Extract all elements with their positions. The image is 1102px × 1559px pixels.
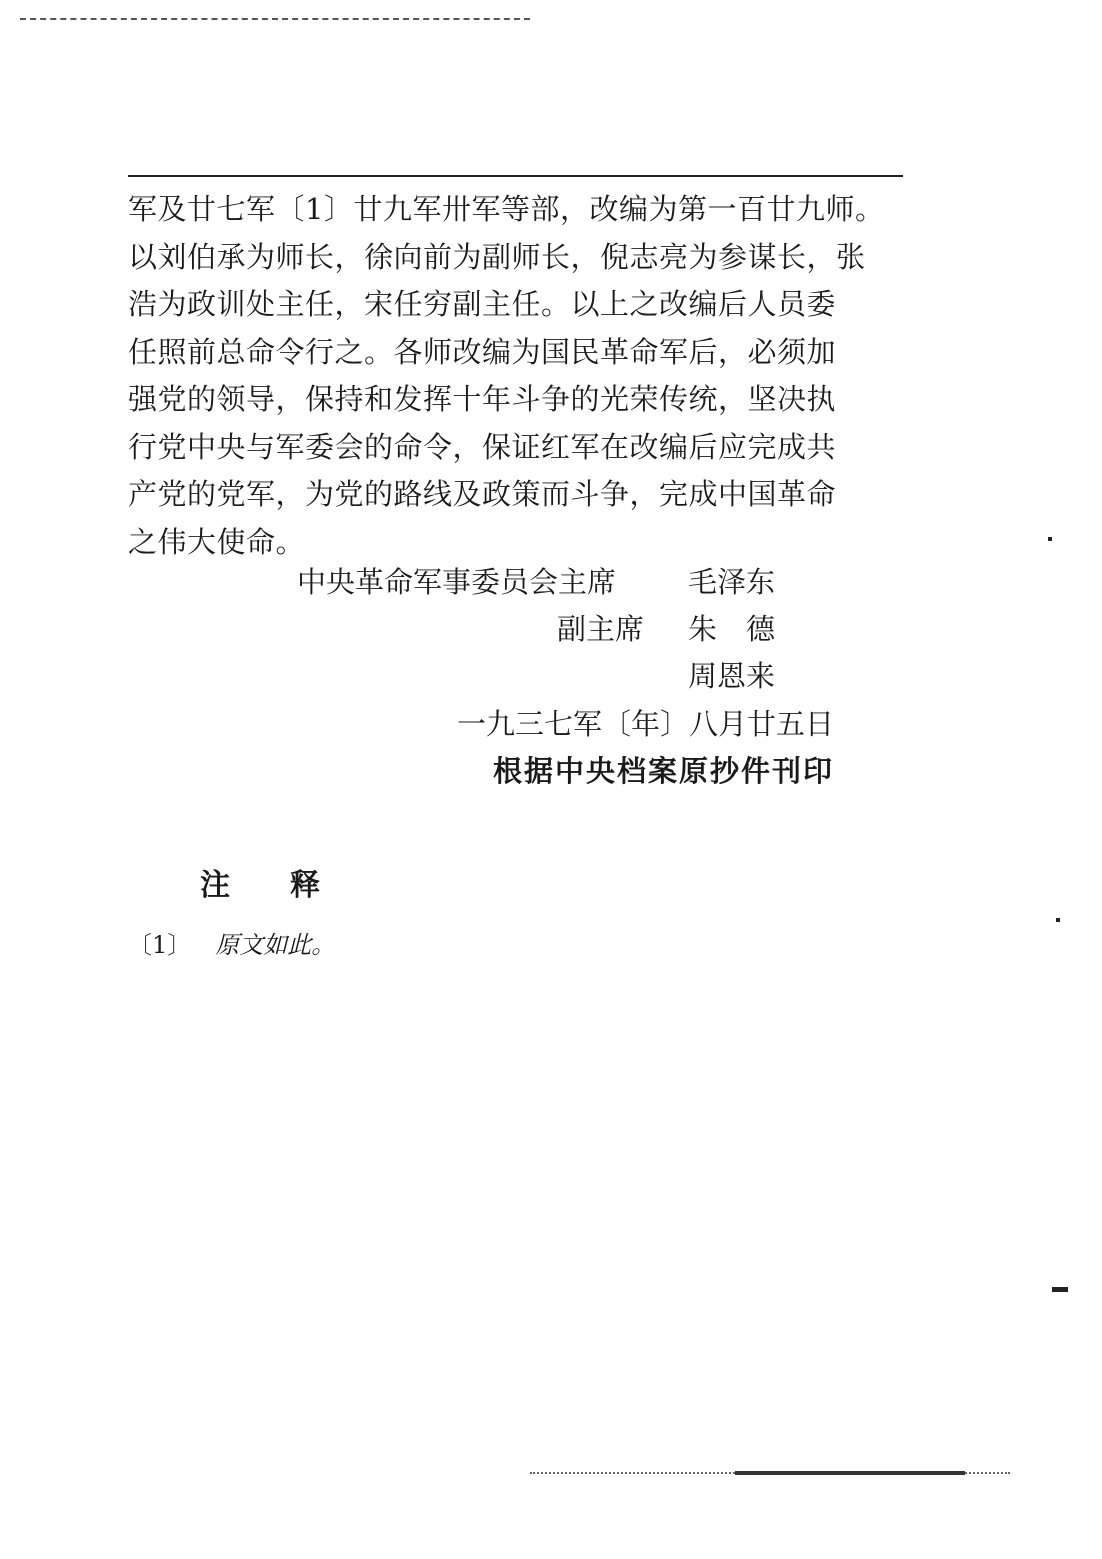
top-rule bbox=[128, 175, 903, 177]
scan-speck bbox=[1056, 918, 1060, 922]
body-text bbox=[128, 186, 918, 566]
body-line: 军及廿七军〔1〕廿九军卅军等部，改编为第一百廿九师。 bbox=[128, 192, 885, 226]
note-number: 〔1〕 bbox=[128, 931, 192, 959]
notes-heading: 注释 bbox=[200, 868, 380, 903]
body-line: 之伟大使命。 bbox=[128, 524, 306, 559]
vice-chairman-title: 副主席 bbox=[557, 612, 645, 646]
body-line: 任照前总命令行之。各师改编为国民革命军后，必须加 bbox=[128, 334, 837, 369]
top-dashed-rule bbox=[20, 18, 530, 20]
chairman-title: 中央革命军事委员会主席 bbox=[297, 565, 617, 599]
scan-speck bbox=[1052, 1287, 1068, 1292]
body-line: 浩为政训处主任，宋任穷副主任。以上之改编后人员委 bbox=[128, 287, 837, 321]
body-line: 产党的党军，为党的路线及政策而斗争，完成中国革命 bbox=[128, 477, 837, 511]
note-item bbox=[128, 925, 335, 960]
source-note: 根据中央档案原抄件刊印 bbox=[493, 754, 835, 788]
body-line: 强党的领导，保持和发挥十年斗争的光荣传统，坚决执 bbox=[128, 382, 837, 416]
body-line: 以刘伯承为师长，徐向前为副师长，倪志亮为参谋长，张 bbox=[128, 239, 866, 274]
body-line: 行党中央与军委会的命令，保证红军在改编后应完成共 bbox=[128, 429, 837, 464]
vice-chairman-name-1: 朱 德 bbox=[688, 612, 776, 646]
note-text: 原文如此。 bbox=[215, 931, 336, 959]
bottom-rule bbox=[735, 1471, 965, 1475]
scan-speck bbox=[1048, 537, 1052, 541]
vice-chairman-name-2: 周恩来 bbox=[688, 659, 776, 693]
chairman-name: 毛泽东 bbox=[688, 565, 776, 599]
document-date: 一九三七军〔年〕八月廿五日 bbox=[457, 707, 835, 741]
